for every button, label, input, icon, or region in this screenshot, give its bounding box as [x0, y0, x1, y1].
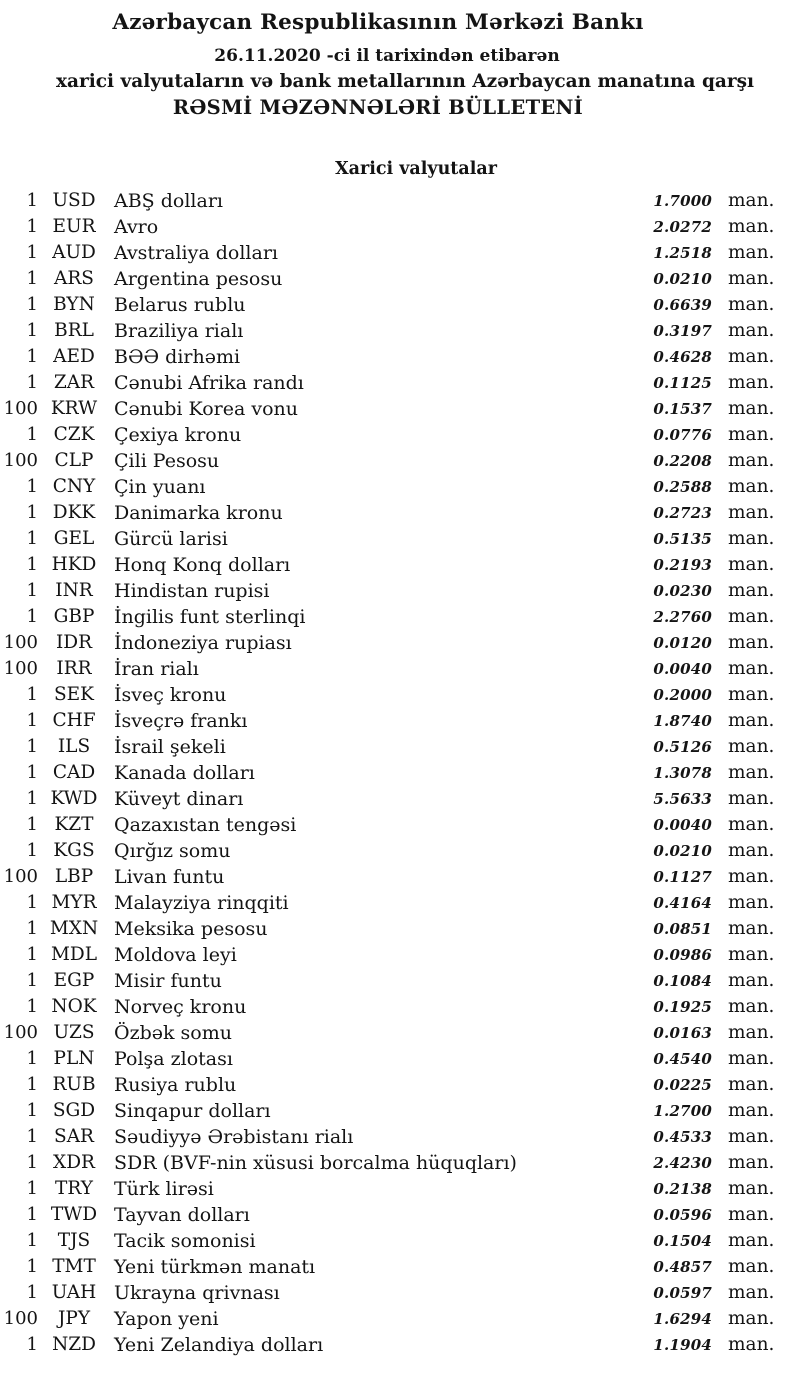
- unit-cell: man.: [728, 1334, 775, 1355]
- bulletin-title: RƏSMİ MƏZƏNNƏLƏRİ BÜLLETENİ: [172, 96, 584, 119]
- table-row: [0, 448, 800, 474]
- rate-cell: 0.6639: [653, 296, 712, 314]
- unit-cell: man.: [728, 216, 775, 237]
- rate-cell: 1.6294: [653, 1310, 712, 1328]
- rate-cell: 0.4628: [653, 348, 712, 366]
- name-cell: SDR (BVF-nin xüsusi borcalma hüquqları): [114, 1152, 517, 1174]
- name-cell: ABŞ dolları: [114, 190, 223, 212]
- name-cell: Livan funtu: [114, 866, 225, 888]
- qty-cell: 1: [26, 814, 38, 835]
- code-cell: CHF: [52, 710, 96, 731]
- rate-cell: 0.2588: [653, 478, 712, 496]
- rate-cell: 2.2760: [653, 608, 712, 626]
- name-cell: Honq Konq dolları: [114, 554, 291, 576]
- table-row: [0, 214, 800, 240]
- code-cell: ILS: [57, 736, 91, 757]
- code-cell: CNY: [52, 476, 96, 497]
- rate-cell: 0.0596: [653, 1206, 712, 1224]
- qty-cell: 1: [26, 1256, 38, 1277]
- code-cell: BYN: [53, 294, 95, 315]
- code-cell: IDR: [55, 632, 93, 653]
- qty-cell: 1: [26, 892, 38, 913]
- table-row: [0, 318, 800, 344]
- qty-cell: 1: [26, 476, 38, 497]
- qty-cell: 1: [26, 1126, 38, 1147]
- unit-cell: man.: [728, 944, 775, 965]
- code-cell: MXN: [49, 918, 99, 939]
- name-cell: Moldova leyi: [114, 944, 237, 966]
- table-row: [0, 578, 800, 604]
- code-cell: IRR: [56, 658, 92, 679]
- qty-cell: 1: [26, 216, 38, 237]
- qty-cell: 1: [26, 762, 38, 783]
- name-cell: Belarus rublu: [114, 294, 246, 316]
- rate-cell: 0.1125: [653, 374, 712, 392]
- rate-cell: 0.2723: [653, 504, 712, 522]
- rate-cell: 0.4857: [653, 1258, 712, 1276]
- rate-cell: 0.0040: [653, 660, 712, 678]
- name-cell: Norveç kronu: [114, 996, 247, 1018]
- code-cell: TWD: [50, 1204, 98, 1225]
- table-row: [0, 1098, 800, 1124]
- rate-cell: 0.2208: [653, 452, 712, 470]
- code-cell: ARS: [54, 268, 94, 289]
- qty-cell: 1: [26, 944, 38, 965]
- unit-cell: man.: [728, 1100, 775, 1121]
- table-row: [0, 890, 800, 916]
- table-row: [0, 266, 800, 292]
- qty-cell: 1: [26, 1178, 38, 1199]
- table-row: [0, 240, 800, 266]
- rate-cell: 0.0225: [653, 1076, 712, 1094]
- name-cell: İsrail şekeli: [114, 736, 226, 758]
- unit-cell: man.: [728, 658, 775, 679]
- table-row: [0, 630, 800, 656]
- name-cell: Çexiya kronu: [114, 424, 242, 446]
- code-cell: TRY: [55, 1178, 93, 1199]
- qty-cell: 1: [26, 710, 38, 731]
- unit-cell: man.: [728, 1204, 775, 1225]
- name-cell: Cənubi Afrika randı: [114, 372, 304, 394]
- qty-cell: 1: [26, 320, 38, 341]
- rate-cell: 1.2518: [653, 244, 712, 262]
- table-row: [0, 422, 800, 448]
- qty-cell: 1: [26, 1074, 38, 1095]
- unit-cell: man.: [728, 1178, 775, 1199]
- qty-cell: 1: [26, 346, 38, 367]
- qty-cell: 1: [26, 918, 38, 939]
- unit-cell: man.: [728, 450, 775, 471]
- rate-cell: 0.0776: [653, 426, 712, 444]
- unit-cell: man.: [728, 242, 775, 263]
- table-row: [0, 396, 800, 422]
- qty-cell: 1: [26, 1100, 38, 1121]
- rate-cell: 0.0120: [653, 634, 712, 652]
- name-cell: Sinqapur dolları: [114, 1100, 271, 1122]
- rate-cell: 0.4164: [653, 894, 712, 912]
- table-row: [0, 1072, 800, 1098]
- table-row: [0, 526, 800, 552]
- unit-cell: man.: [728, 892, 775, 913]
- table-row: [0, 916, 800, 942]
- name-cell: Gürcü larisi: [114, 528, 228, 550]
- code-cell: AED: [53, 346, 95, 367]
- name-cell: Misir funtu: [114, 970, 222, 992]
- name-cell: Braziliya rialı: [114, 320, 244, 342]
- unit-cell: man.: [728, 268, 775, 289]
- table-row: [0, 1254, 800, 1280]
- rate-cell: 0.0210: [653, 842, 712, 860]
- name-cell: Yeni türkmən manatı: [114, 1256, 316, 1278]
- name-cell: Yapon yeni: [114, 1308, 219, 1330]
- rate-cell: 0.1925: [653, 998, 712, 1016]
- table-row: [0, 786, 800, 812]
- unit-cell: man.: [728, 606, 775, 627]
- rate-cell: 2.0272: [653, 218, 712, 236]
- table-row: [0, 292, 800, 318]
- name-cell: Polşa zlotası: [114, 1048, 233, 1070]
- name-cell: Malayziya rinqqiti: [114, 892, 289, 914]
- unit-cell: man.: [728, 970, 775, 991]
- rate-cell: 0.0163: [653, 1024, 712, 1042]
- unit-cell: man.: [728, 190, 775, 211]
- name-cell: Avro: [114, 216, 159, 238]
- qty-cell: 1: [26, 606, 38, 627]
- name-cell: İsveçrə frankı: [114, 710, 248, 732]
- table-row: [0, 1306, 800, 1332]
- unit-cell: man.: [728, 580, 775, 601]
- unit-cell: man.: [728, 762, 775, 783]
- code-cell: TMT: [52, 1256, 96, 1277]
- table-row: [0, 734, 800, 760]
- name-cell: İran rialı: [114, 658, 199, 680]
- unit-cell: man.: [728, 866, 775, 887]
- table-row: [0, 1280, 800, 1306]
- code-cell: KRW: [50, 398, 98, 419]
- qty-cell: 1: [26, 1334, 38, 1355]
- name-cell: Rusiya rublu: [114, 1074, 237, 1096]
- code-cell: BRL: [54, 320, 94, 341]
- unit-cell: man.: [728, 918, 775, 939]
- rate-cell: 0.5126: [653, 738, 712, 756]
- unit-cell: man.: [728, 502, 775, 523]
- table-row: [0, 552, 800, 578]
- qty-cell: 1: [26, 528, 38, 549]
- table-row: [0, 1228, 800, 1254]
- table-row: [0, 812, 800, 838]
- qty-cell: 1: [26, 684, 38, 705]
- qty-cell: 1: [26, 840, 38, 861]
- unit-cell: man.: [728, 528, 775, 549]
- code-cell: USD: [52, 190, 96, 211]
- code-cell: SAR: [54, 1126, 94, 1147]
- bank-name-title: Azərbaycan Respublikasının Mərkəzi Bankı: [112, 10, 644, 35]
- rate-cell: 0.5135: [653, 530, 712, 548]
- name-cell: Ukrayna qrivnası: [114, 1282, 280, 1304]
- rate-cell: 0.0230: [653, 582, 712, 600]
- unit-cell: man.: [728, 814, 775, 835]
- unit-cell: man.: [728, 1230, 775, 1251]
- code-cell: GBP: [53, 606, 95, 627]
- table-row: [0, 474, 800, 500]
- name-cell: Hindistan rupisi: [114, 580, 270, 602]
- table-row: [0, 188, 800, 214]
- qty-cell: 1: [26, 970, 38, 991]
- name-cell: Qırğız somu: [114, 840, 231, 862]
- table-row: [0, 1124, 800, 1150]
- unit-cell: man.: [728, 632, 775, 653]
- rate-cell: 0.0851: [653, 920, 712, 938]
- rate-cell: 0.1084: [653, 972, 712, 990]
- code-cell: INR: [55, 580, 93, 601]
- unit-cell: man.: [728, 684, 775, 705]
- qty-cell: 1: [26, 268, 38, 289]
- name-cell: Meksika pesosu: [114, 918, 268, 940]
- code-cell: GEL: [53, 528, 95, 549]
- rate-cell: 0.3197: [653, 322, 712, 340]
- unit-cell: man.: [728, 476, 775, 497]
- unit-cell: man.: [728, 320, 775, 341]
- qty-cell: 100: [3, 866, 38, 887]
- unit-cell: man.: [728, 788, 775, 809]
- qty-cell: 1: [26, 372, 38, 393]
- table-row: [0, 1332, 800, 1358]
- qty-cell: 100: [3, 398, 38, 419]
- unit-cell: man.: [728, 1074, 775, 1095]
- code-cell: UZS: [53, 1022, 95, 1043]
- qty-cell: 100: [3, 632, 38, 653]
- rate-cell: 0.4533: [653, 1128, 712, 1146]
- name-cell: Qazaxıstan tengəsi: [114, 814, 297, 836]
- unit-cell: man.: [728, 1126, 775, 1147]
- name-cell: Argentina pesosu: [114, 268, 283, 290]
- name-cell: Danimarka kronu: [114, 502, 283, 524]
- qty-cell: 1: [26, 996, 38, 1017]
- table-row: [0, 1150, 800, 1176]
- qty-cell: 1: [26, 736, 38, 757]
- effective-date-line: 26.11.2020 -ci il tarixindən etibarən: [214, 46, 560, 66]
- code-cell: KZT: [54, 814, 94, 835]
- name-cell: Çin yuanı: [114, 476, 206, 498]
- name-cell: Özbək somu: [114, 1022, 232, 1044]
- name-cell: İndoneziya rupiası: [114, 632, 292, 654]
- rate-cell: 0.1127: [653, 868, 712, 886]
- qty-cell: 100: [3, 1308, 38, 1329]
- unit-cell: man.: [728, 1282, 775, 1303]
- code-cell: JPY: [57, 1308, 91, 1329]
- rate-cell: 0.0210: [653, 270, 712, 288]
- name-cell: Küveyt dinarı: [114, 788, 244, 810]
- table-row: [0, 682, 800, 708]
- code-cell: CLP: [54, 450, 94, 471]
- unit-cell: man.: [728, 554, 775, 575]
- name-cell: Tacik somonisi: [114, 1230, 256, 1252]
- section-title-foreign-currencies: Xarici valyutalar: [335, 159, 497, 179]
- rate-cell: 1.3078: [653, 764, 712, 782]
- qty-cell: 1: [26, 1204, 38, 1225]
- name-cell: Yeni Zelandiya dolları: [114, 1334, 324, 1356]
- table-row: [0, 370, 800, 396]
- table-row: [0, 708, 800, 734]
- qty-cell: 1: [26, 294, 38, 315]
- unit-cell: man.: [728, 996, 775, 1017]
- rate-cell: 5.5633: [653, 790, 712, 808]
- code-cell: XDR: [53, 1152, 95, 1173]
- rate-cell: 0.1537: [653, 400, 712, 418]
- name-cell: Tayvan dolları: [114, 1204, 250, 1226]
- code-cell: TJS: [57, 1230, 91, 1251]
- table-row: [0, 838, 800, 864]
- unit-cell: man.: [728, 1022, 775, 1043]
- code-cell: AUD: [52, 242, 96, 263]
- code-cell: RUB: [52, 1074, 96, 1095]
- code-cell: UAH: [51, 1282, 97, 1303]
- rate-cell: 0.4540: [653, 1050, 712, 1068]
- rate-cell: 0.2193: [653, 556, 712, 574]
- table-row: [0, 760, 800, 786]
- rate-cell: 0.0040: [653, 816, 712, 834]
- qty-cell: 1: [26, 242, 38, 263]
- name-cell: Türk lirəsi: [114, 1178, 214, 1200]
- unit-cell: man.: [728, 294, 775, 315]
- qty-cell: 1: [26, 1048, 38, 1069]
- qty-cell: 1: [26, 424, 38, 445]
- name-cell: Cənubi Korea vonu: [114, 398, 298, 420]
- code-cell: LBP: [54, 866, 94, 887]
- code-cell: KGS: [53, 840, 95, 861]
- code-cell: KWD: [50, 788, 98, 809]
- rate-cell: 1.2700: [653, 1102, 712, 1120]
- rate-cell: 0.0986: [653, 946, 712, 964]
- code-cell: CAD: [52, 762, 96, 783]
- table-row: [0, 1046, 800, 1072]
- qty-cell: 1: [26, 190, 38, 211]
- table-row: [0, 604, 800, 630]
- code-cell: HKD: [51, 554, 97, 575]
- code-cell: ZAR: [53, 372, 95, 393]
- name-cell: BƏƏ dirhəmi: [114, 346, 241, 368]
- code-cell: SGD: [52, 1100, 96, 1121]
- table-row: [0, 1202, 800, 1228]
- unit-cell: man.: [728, 1256, 775, 1277]
- table-row: [0, 1176, 800, 1202]
- name-cell: İngilis funt sterlinqi: [114, 606, 306, 628]
- rate-cell: 1.1904: [653, 1336, 712, 1354]
- code-cell: NOK: [51, 996, 97, 1017]
- rate-cell: 0.2000: [653, 686, 712, 704]
- rate-cell: 0.0597: [653, 1284, 712, 1302]
- exchange-rates-table: [0, 188, 800, 1358]
- unit-cell: man.: [728, 710, 775, 731]
- qty-cell: 1: [26, 580, 38, 601]
- qty-cell: 1: [26, 502, 38, 523]
- name-cell: Çili Pesosu: [114, 450, 220, 472]
- table-row: [0, 656, 800, 682]
- unit-cell: man.: [728, 736, 775, 757]
- qty-cell: 1: [26, 788, 38, 809]
- rate-cell: 1.8740: [653, 712, 712, 730]
- qty-cell: 1: [26, 1230, 38, 1251]
- unit-cell: man.: [728, 424, 775, 445]
- name-cell: Avstraliya dolları: [114, 242, 278, 264]
- code-cell: MDL: [50, 944, 98, 965]
- unit-cell: man.: [728, 1048, 775, 1069]
- qty-cell: 1: [26, 1152, 38, 1173]
- table-row: [0, 864, 800, 890]
- table-row: [0, 994, 800, 1020]
- document-header: [0, 0, 800, 119]
- code-cell: EGP: [53, 970, 95, 991]
- code-cell: SEK: [54, 684, 94, 705]
- rate-cell: 0.2138: [653, 1180, 712, 1198]
- code-cell: MYR: [51, 892, 97, 913]
- qty-cell: 1: [26, 1282, 38, 1303]
- qty-cell: 100: [3, 450, 38, 471]
- table-row: [0, 344, 800, 370]
- unit-cell: man.: [728, 398, 775, 419]
- rate-cell: 0.1504: [653, 1232, 712, 1250]
- unit-cell: man.: [728, 840, 775, 861]
- unit-cell: man.: [728, 1308, 775, 1329]
- unit-cell: man.: [728, 372, 775, 393]
- table-row: [0, 942, 800, 968]
- scope-line: xarici valyutaların və bank metallarının Azərbaycan manatına qarşı: [55, 71, 755, 92]
- rate-cell: 2.4230: [653, 1154, 712, 1172]
- rate-cell: 1.7000: [653, 192, 712, 210]
- code-cell: EUR: [52, 216, 96, 237]
- code-cell: PLN: [53, 1048, 95, 1069]
- name-cell: İsveç kronu: [114, 684, 227, 706]
- name-cell: Kanada dolları: [114, 762, 255, 784]
- unit-cell: man.: [728, 346, 775, 367]
- qty-cell: 1: [26, 554, 38, 575]
- unit-cell: man.: [728, 1152, 775, 1173]
- qty-cell: 100: [3, 658, 38, 679]
- table-row: [0, 1020, 800, 1046]
- code-cell: NZD: [52, 1334, 96, 1355]
- code-cell: DKK: [52, 502, 96, 523]
- name-cell: Səudiyyə Ərəbistanı rialı: [114, 1126, 354, 1148]
- code-cell: CZK: [53, 424, 95, 445]
- qty-cell: 100: [3, 1022, 38, 1043]
- table-row: [0, 968, 800, 994]
- table-row: [0, 500, 800, 526]
